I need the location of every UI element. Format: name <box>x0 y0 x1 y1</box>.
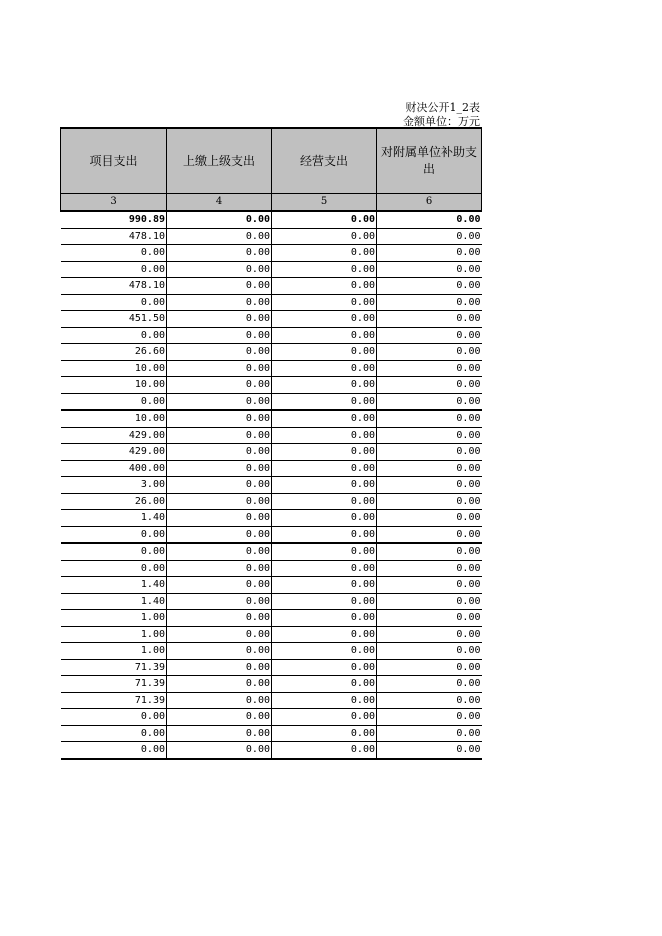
table-cell: 0.00 <box>377 543 482 560</box>
table-cell: 71.39 <box>61 692 167 709</box>
table-cell: 0.00 <box>61 526 167 543</box>
total-row <box>61 211 482 228</box>
table-row <box>61 460 482 477</box>
table-cell: 0.00 <box>272 377 377 394</box>
table-cell: 0.00 <box>167 444 272 461</box>
table-cell: 0.00 <box>272 344 377 361</box>
table-cell: 0.00 <box>272 228 377 245</box>
table-cell: 0.00 <box>377 410 482 427</box>
column-header-subsidiary-subsidy: 对附属单位补助支出 <box>377 128 482 194</box>
table-cell: 0.00 <box>377 344 482 361</box>
table-row <box>61 643 482 660</box>
table-cell: 0.00 <box>167 278 272 295</box>
table-cell: 0.00 <box>167 377 272 394</box>
table-row <box>61 593 482 610</box>
table-cell: 0.00 <box>272 245 377 262</box>
table-cell: 0.00 <box>272 393 377 410</box>
table-cell: 1.00 <box>61 610 167 627</box>
table-cell: 0.00 <box>61 742 167 759</box>
table-cell: 0.00 <box>167 510 272 527</box>
table-cell: 0.00 <box>61 393 167 410</box>
table-row <box>61 510 482 527</box>
table-cell: 0.00 <box>272 211 377 228</box>
table-row <box>61 742 482 759</box>
table-cell: 0.00 <box>61 560 167 577</box>
table-cell: 0.00 <box>272 725 377 742</box>
table-cell: 0.00 <box>167 676 272 693</box>
table-cell: 26.00 <box>61 493 167 510</box>
form-code: 财决公开1_2表 <box>405 101 480 114</box>
table-cell: 1.00 <box>61 626 167 643</box>
table-cell: 0.00 <box>167 560 272 577</box>
table-cell: 1.00 <box>61 643 167 660</box>
table-cell: 0.00 <box>377 211 482 228</box>
table-cell: 0.00 <box>167 245 272 262</box>
table-row <box>61 327 482 344</box>
table-cell: 0.00 <box>61 709 167 726</box>
table-cell: 0.00 <box>272 560 377 577</box>
expenditure-table <box>60 127 482 760</box>
table-cell: 0.00 <box>377 477 482 494</box>
table-row <box>61 444 482 461</box>
table-cell: 0.00 <box>377 676 482 693</box>
table-cell: 0.00 <box>377 460 482 477</box>
table-cell: 0.00 <box>167 327 272 344</box>
table-row <box>61 477 482 494</box>
table-cell: 0.00 <box>167 725 272 742</box>
table-cell: 0.00 <box>272 692 377 709</box>
table-cell: 0.00 <box>377 610 482 627</box>
table-cell: 0.00 <box>167 659 272 676</box>
column-number: 4 <box>167 194 272 212</box>
table-cell: 1.40 <box>61 510 167 527</box>
column-number: 5 <box>272 194 377 212</box>
table-row <box>61 294 482 311</box>
table-cell: 0.00 <box>61 245 167 262</box>
table-cell: 0.00 <box>272 742 377 759</box>
column-number-row <box>61 194 482 212</box>
table-cell: 0.00 <box>377 626 482 643</box>
table-cell: 478.10 <box>61 278 167 295</box>
table-cell: 1.40 <box>61 577 167 594</box>
table-row <box>61 626 482 643</box>
table-cell: 0.00 <box>61 327 167 344</box>
table-cell: 0.00 <box>272 444 377 461</box>
table-cell: 0.00 <box>272 626 377 643</box>
table-cell: 0.00 <box>167 709 272 726</box>
table-cell: 0.00 <box>272 311 377 328</box>
table-cell: 0.00 <box>377 294 482 311</box>
table-row <box>61 245 482 262</box>
table-cell: 0.00 <box>377 327 482 344</box>
table-cell: 0.00 <box>272 709 377 726</box>
column-header-project-expenditure: 项目支出 <box>61 128 167 194</box>
table-cell: 0.00 <box>272 261 377 278</box>
table-cell: 0.00 <box>167 211 272 228</box>
table-cell: 0.00 <box>61 725 167 742</box>
table-row <box>61 427 482 444</box>
table-row <box>61 228 482 245</box>
table-cell: 0.00 <box>61 543 167 560</box>
table-row <box>61 344 482 361</box>
table-cell: 0.00 <box>167 493 272 510</box>
table-cell: 0.00 <box>377 725 482 742</box>
table-cell: 0.00 <box>377 228 482 245</box>
table-cell: 429.00 <box>61 444 167 461</box>
table-cell: 0.00 <box>377 526 482 543</box>
table-cell: 71.39 <box>61 659 167 676</box>
table-cell: 0.00 <box>61 294 167 311</box>
table-row <box>61 709 482 726</box>
table-cell: 0.00 <box>272 543 377 560</box>
table-cell: 0.00 <box>272 460 377 477</box>
table-cell: 0.00 <box>272 593 377 610</box>
table-cell: 0.00 <box>167 427 272 444</box>
table-cell: 0.00 <box>272 610 377 627</box>
table-row <box>61 311 482 328</box>
table-cell: 400.00 <box>61 460 167 477</box>
table-cell: 0.00 <box>167 626 272 643</box>
table-cell: 0.00 <box>377 261 482 278</box>
table-cell: 0.00 <box>272 278 377 295</box>
table-cell: 0.00 <box>377 510 482 527</box>
table-cell: 451.50 <box>61 311 167 328</box>
table-cell: 0.00 <box>167 692 272 709</box>
column-header-operating-expenditure: 经营支出 <box>272 128 377 194</box>
column-header-row <box>61 128 482 194</box>
table-cell: 0.00 <box>377 393 482 410</box>
table-cell: 0.00 <box>167 410 272 427</box>
table-cell: 0.00 <box>167 311 272 328</box>
table-cell: 0.00 <box>272 659 377 676</box>
table-cell: 0.00 <box>167 543 272 560</box>
table-cell: 0.00 <box>272 477 377 494</box>
table-cell: 0.00 <box>377 709 482 726</box>
table-cell: 1.40 <box>61 593 167 610</box>
table-cell: 0.00 <box>377 659 482 676</box>
column-number: 6 <box>377 194 482 212</box>
table-row <box>61 610 482 627</box>
table-row <box>61 560 482 577</box>
table-cell: 0.00 <box>167 742 272 759</box>
table-row <box>61 543 482 560</box>
table-row <box>61 659 482 676</box>
table-cell: 0.00 <box>167 610 272 627</box>
table-cell: 0.00 <box>377 444 482 461</box>
table-cell: 0.00 <box>167 344 272 361</box>
table-cell: 0.00 <box>272 493 377 510</box>
table-cell: 0.00 <box>167 460 272 477</box>
table-cell: 0.00 <box>167 393 272 410</box>
amount-unit: 金额单位：万元 <box>403 115 480 128</box>
table-cell: 0.00 <box>272 643 377 660</box>
table-cell: 0.00 <box>167 261 272 278</box>
table-cell: 0.00 <box>272 410 377 427</box>
table-cell: 0.00 <box>167 228 272 245</box>
table-cell: 0.00 <box>377 377 482 394</box>
table-cell: 10.00 <box>61 377 167 394</box>
table-row <box>61 676 482 693</box>
table-row <box>61 577 482 594</box>
table-cell: 0.00 <box>61 261 167 278</box>
column-number: 3 <box>61 194 167 212</box>
table-cell: 0.00 <box>377 311 482 328</box>
table-cell: 0.00 <box>377 593 482 610</box>
table-row <box>61 725 482 742</box>
table-cell: 0.00 <box>377 493 482 510</box>
table-cell: 990.89 <box>61 211 167 228</box>
table-cell: 429.00 <box>61 427 167 444</box>
table-cell: 0.00 <box>377 742 482 759</box>
table-cell: 0.00 <box>272 427 377 444</box>
table-cell: 0.00 <box>272 676 377 693</box>
table-cell: 0.00 <box>272 526 377 543</box>
table-row <box>61 261 482 278</box>
table-row <box>61 278 482 295</box>
table-cell: 10.00 <box>61 410 167 427</box>
table-cell: 0.00 <box>377 692 482 709</box>
table-row <box>61 493 482 510</box>
table-cell: 10.00 <box>61 360 167 377</box>
table-cell: 0.00 <box>377 560 482 577</box>
table-cell: 0.00 <box>272 294 377 311</box>
table-row <box>61 393 482 410</box>
table-cell: 0.00 <box>377 245 482 262</box>
table-row <box>61 360 482 377</box>
table-cell: 0.00 <box>377 577 482 594</box>
table-cell: 0.00 <box>167 577 272 594</box>
table-cell: 0.00 <box>272 327 377 344</box>
table-cell: 0.00 <box>167 477 272 494</box>
table-cell: 478.10 <box>61 228 167 245</box>
table-cell: 0.00 <box>167 294 272 311</box>
table-row <box>61 692 482 709</box>
table-cell: 0.00 <box>377 360 482 377</box>
table-row <box>61 377 482 394</box>
table-cell: 3.00 <box>61 477 167 494</box>
table-cell: 71.39 <box>61 676 167 693</box>
table-cell: 0.00 <box>377 643 482 660</box>
table-cell: 0.00 <box>272 510 377 527</box>
table-row <box>61 410 482 427</box>
column-header-remit-to-superior: 上缴上级支出 <box>167 128 272 194</box>
table-cell: 0.00 <box>167 360 272 377</box>
table-cell: 0.00 <box>272 360 377 377</box>
table-cell: 0.00 <box>377 427 482 444</box>
table-row <box>61 526 482 543</box>
table-cell: 0.00 <box>272 577 377 594</box>
table-cell: 0.00 <box>167 526 272 543</box>
table-cell: 26.60 <box>61 344 167 361</box>
table-cell: 0.00 <box>377 278 482 295</box>
table-cell: 0.00 <box>167 643 272 660</box>
table-cell: 0.00 <box>167 593 272 610</box>
